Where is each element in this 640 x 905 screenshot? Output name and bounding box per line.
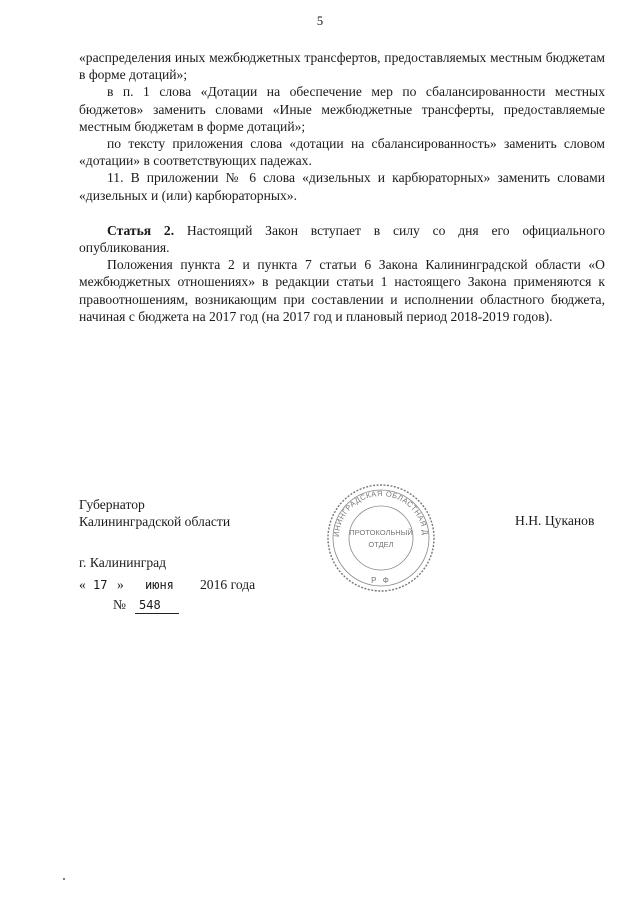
date-close-quote: »	[117, 577, 124, 592]
document-body	[79, 49, 605, 325]
position-title: Губернатор	[79, 497, 145, 512]
signatory-position	[79, 496, 230, 530]
number-underline	[135, 613, 179, 614]
article-2-paragraph	[79, 222, 605, 256]
seal-center-line2: ОТДЕЛ	[368, 540, 394, 549]
page-number: 5	[316, 14, 324, 28]
seal-ring-text: ИНИНГРАДСКАЯ ОБЛАСТНАЯ Д	[331, 488, 430, 538]
seal-bottom-text: Р Ф	[371, 576, 391, 585]
number-value: 548	[139, 598, 161, 612]
article-2-text: Настоящий Закон вступает в силу со дня его официального опубликования.	[79, 222, 605, 256]
signing-date	[79, 577, 339, 597]
date-day: 17	[93, 578, 108, 592]
signing-place: г. Калининград	[79, 555, 167, 570]
paragraph-appendix-text: по тексту приложения слова «дотации на сбалансированность» заменить словом «дотации» в соответствующих падежах.	[79, 136, 605, 169]
seal-icon	[325, 482, 437, 594]
date-month: июня	[145, 578, 174, 592]
number-sign: №	[113, 597, 126, 612]
official-seal	[325, 482, 437, 594]
article-2-label: Статья 2.	[107, 222, 175, 238]
signatory-name: Н.Н. Цуканов	[515, 513, 595, 528]
paragraph-continuation: «распределения иных межбюджетных трансфертов, предоставляемых местным бюджетам в форме дотаций»;	[79, 50, 605, 83]
scan-speck	[63, 878, 65, 880]
paragraph-item-1: в п. 1 слова «Дотации на обеспечение мер по сбалансированности местных бюджетов» заменить словами «Иные межбюджетные трансферты, предоставляемые местным бюджетам в форме дотаций»;	[79, 84, 605, 134]
document-number	[113, 597, 233, 617]
seal-center-line1: ПРОТОКОЛЬНЫЙ	[349, 528, 413, 537]
date-open-quote: «	[79, 577, 86, 592]
position-region: Калининградской области	[79, 514, 231, 530]
article-2-provisions-paragraph: Положения пункта 2 и пункта 7 статьи 6 Закона Калининградской области «О межбюджетных отношениях» в редакции статьи 1 настоящего Закона применяются к правоотношениям, возникающим при составлении и исполнении областного бюджета, начиная с бюджета на 2017 год (на 2017 год и плановый период 2018-2019 годов).	[79, 257, 605, 324]
date-year: 2016 года	[200, 577, 256, 592]
paragraph-item-11: 11. В приложении № 6 слова «дизельных и карбюраторных» заменить словами «дизельных и (или) карбюраторных».	[79, 170, 605, 203]
